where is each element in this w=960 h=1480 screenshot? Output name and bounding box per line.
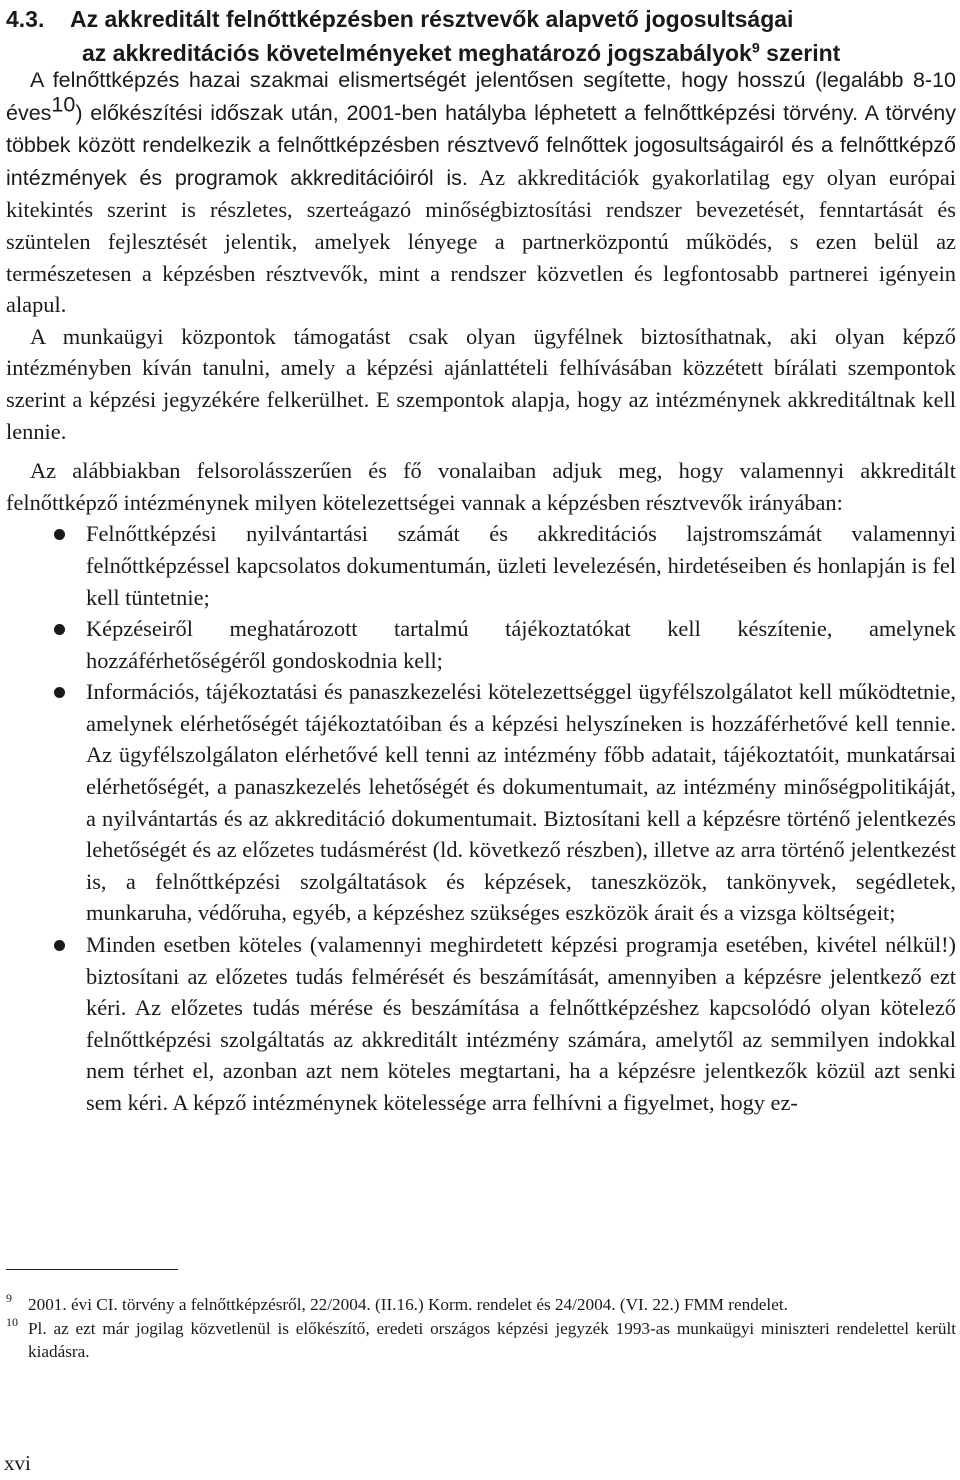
list-item: Felnőttképzési nyilvántartási számát és akkreditációs lajstromszámát valamennyi felnőttképzéssel kapcsolatos dokumentumán, üzleti levelezésén, hirdetéseiben és honlapján is fel kell tüntetnie;: [6, 518, 956, 613]
bullet-icon: [54, 940, 65, 951]
footnote-10: 10 Pl. az ezt már jogilag közvetlenül is előkészítő, eredeti országos képzési jegyzék 1993-as munkaügyi miniszteri rendelettel került kiadásra.: [6, 1314, 956, 1361]
section-heading: [6, 2, 956, 70]
list-item: Minden esetben köteles (valamennyi meghirdetett képzési programja esetében, kivétel nélkül!) biztosítani az előzetes tudás felmérését és beszámítását, amennyiben a képzésre jelentkező ezt kéri. Az előzetes tudás mérése és beszámítása a felnőttképzéshez kapcsolódó olyan kötelező felnőttképzési szolgáltatás az akkreditált intézmény számára, amelytől az semmilyen indokkal nem térhet el, azonban azt nem köteles megtartani, ha a képzésre jelentkezők közül azt senki sem kéri. A képző intézménynek kötelessége arra felhívni a figyelmet, hogy ez-: [6, 929, 956, 1119]
paragraph-2: A munkaügyi központok támogatást csak olyan ügyfélnek biztosíthatnak, aki olyan képző intézményben kíván tanulni, amely a képzési ajánlattételi felhívásában közzétett bírálati szempontok szerint a képzési jegyzékére felkerülhet. E szempontok alapja, hogy az intézménynek akkreditáltnak kell lennie.: [6, 323, 956, 444]
footnote-ref-9[interactable]: 9: [751, 40, 760, 57]
list-item: Információs, tájékoztatási és panaszkezelési kötelezettséggel ügyfélszolgálatot kell működtetnie, amelynek elérhetőségét tájékoztatóiban és a képzési helyszíneken is hozzáférhetővé kell tennie. Az ügyfélszolgálaton elérhetővé kell tenni az intézmény főbb adatait, tájékoztatóit, munkatársai elérhetőségét, a panaszkezelés lehetőségét és dokumentumait, az intézmény minőségpolitikáját, a nyilvántartás és az akkreditáció dokumentumait. Biztosítani kell a képzésre történő jelentkezés lehetőségét és az előzetes tudásmérést (ld. következő részben), illetve az arra történő jelentkezést is, a felnőttképzési szolgáltatások és képzések, taneszközök, tankönyvek, segédletek, munkaruha, védőruha, egyéb, a képzéshez szükséges eszközök árait és a vizsga költségeit;: [6, 676, 956, 929]
footnote-divider: [6, 1269, 178, 1270]
footnote-ref-10[interactable]: 10: [51, 92, 76, 117]
footnote-9: 9 2001. évi CI. törvény a felnőttképzésről, 22/2004. (II.16.) Korm. rendelet és 24/2004. (VI. 22.) FMM rendelet.: [6, 1291, 788, 1314]
heading-line-2: az akkreditációs követelményeket meghatározó jogszabályok$^9$ szerint: [82, 40, 841, 66]
bullet-icon: [54, 529, 65, 540]
footnotes: [6, 1293, 956, 1364]
list-item: Képzéseiről meghatározott tartalmú tájékoztatókat kell készítenie, amelynek hozzáférhetőségéről gondoskodnia kell;: [6, 613, 956, 676]
bullet-icon: [54, 624, 65, 635]
paragraph-1: A felnőttképzés hazai szakmai elismertségét jelentősen segítette, hogy hosszú (legalább 8-10 éves$^{10}$) előkészítési időszak után, 2001-ben hatályba léphetett a felnőttképzési törvény. A törvény többek között rendelkezik a felnőttképzésben résztvevő felnőttek jogosultságairól és a felnőttképző intézmények és programok akkreditációiról is. Az akkreditációk gyakorlatilag egy olyan európai kitekintés szerint is részletes, szerteágazó minőségbiztosítási rendszer bevezetését, fenntartását és szüntelen fejlesztését jelentik, amelyek lényege a partnerközpontú működés, s ezen belül az természetesen a képzésben résztvevők, mint a rendszer közvetlen és legfontosabb partnerei igényein alapul.: [6, 68, 956, 318]
heading-line-1: Az akkreditált felnőttképzésben résztvevők alapvető jogosultságai: [70, 6, 794, 32]
section-number: 4.3.: [6, 6, 45, 32]
body-text: [6, 64, 956, 1119]
paragraph-3: Az alábbiakban felsorolásszerűen és fő vonalaiban adjuk meg, hogy valamennyi akkreditált felnőttképző intézménynek milyen kötelezettségei vannak a képzésben résztvevők irányában:: [6, 458, 956, 515]
obligations-list: [6, 518, 956, 1118]
bullet-icon: [54, 687, 65, 698]
page-number: xvi: [4, 1451, 31, 1475]
